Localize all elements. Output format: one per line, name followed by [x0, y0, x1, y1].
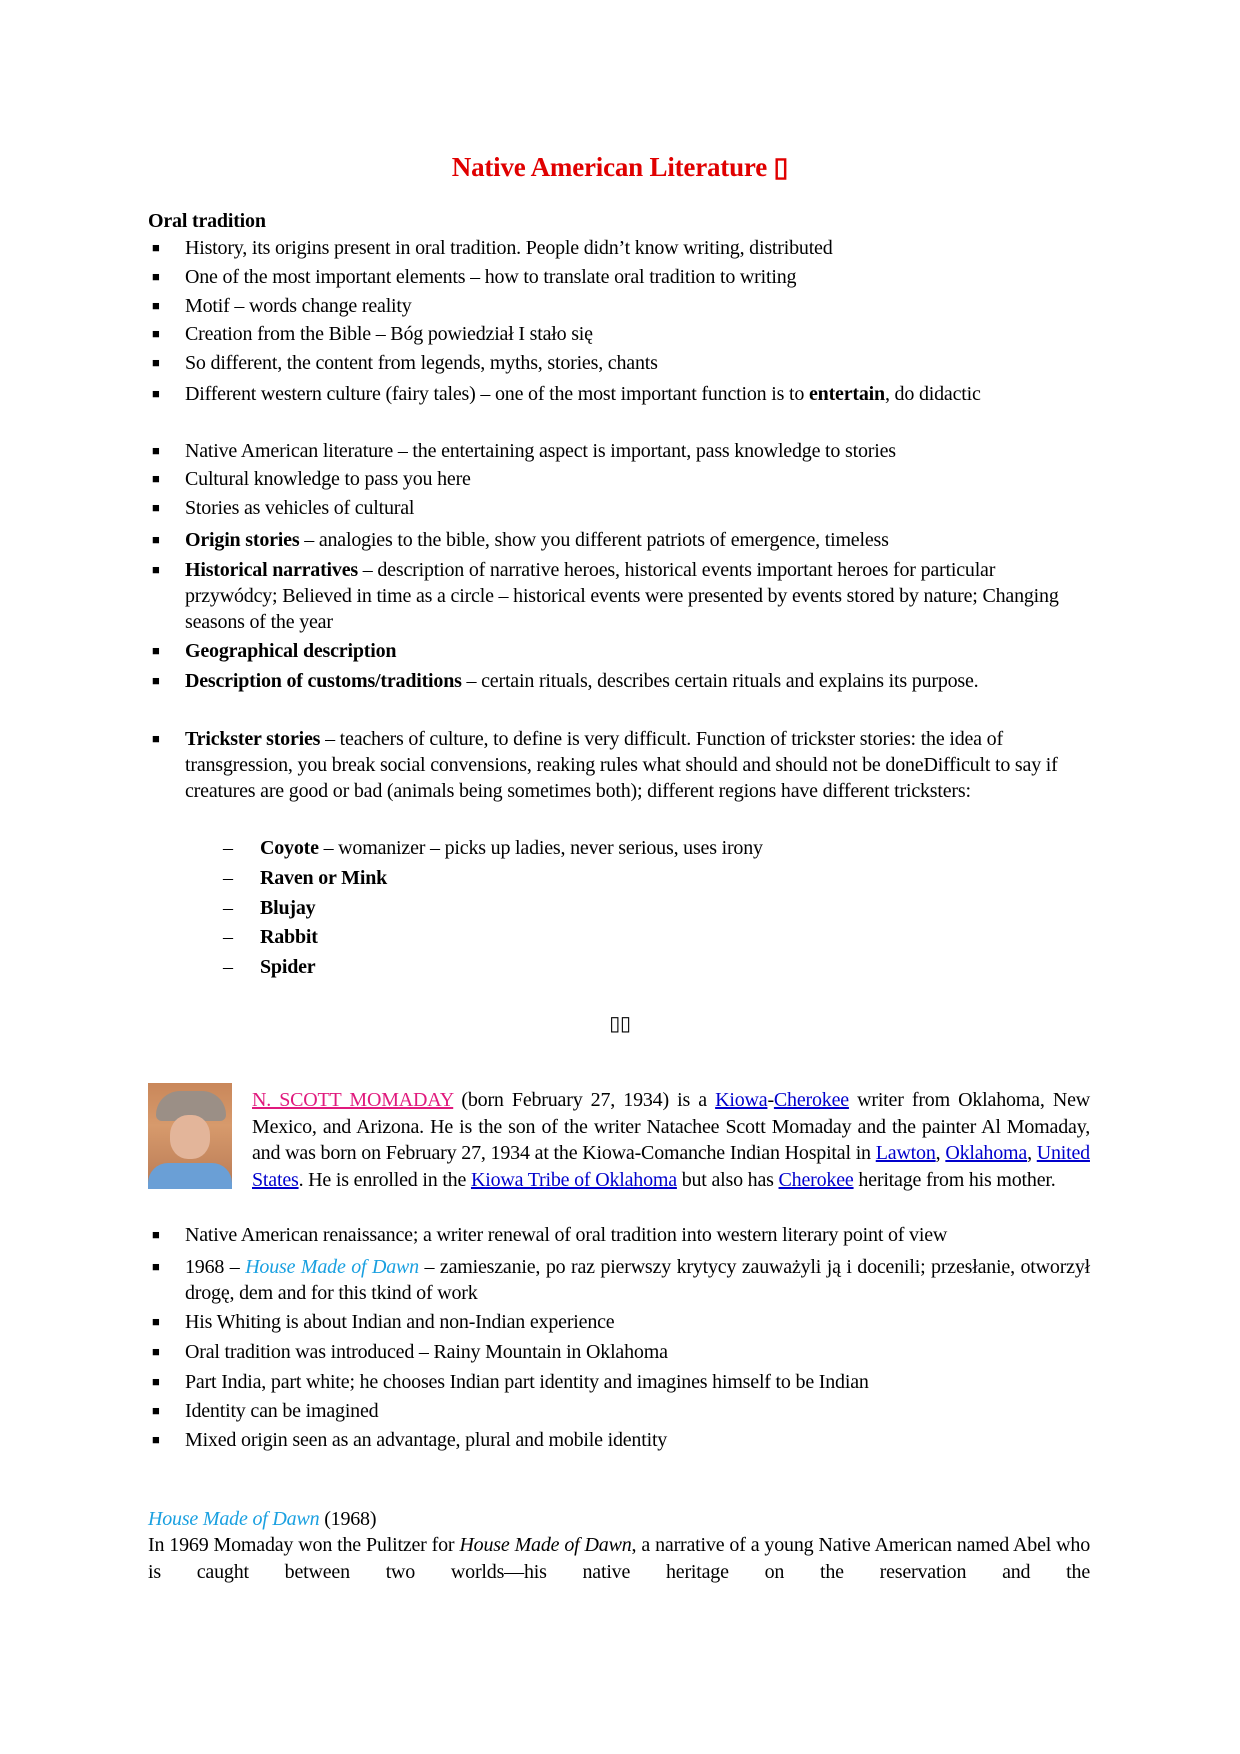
separator-glyph: ▯▯ [609, 1013, 631, 1035]
bullet-icon: ■ [152, 240, 160, 255]
dash-icon: – [223, 867, 233, 889]
bullet-icon: ■ [152, 673, 160, 688]
oklahoma-link[interactable]: Oklahoma [945, 1142, 1028, 1164]
trickster-item: – Blujay [223, 897, 316, 919]
book-title: House Made of Dawn [245, 1256, 419, 1278]
bullet-icon: ■ [152, 1344, 160, 1359]
author-photo [148, 1083, 232, 1189]
list-item: ■ Native American literature – the entertaining aspect is important, pass knowledge to stories [152, 440, 896, 462]
bullet-icon: ■ [152, 471, 160, 486]
section-heading-oral-tradition: Oral tradition [148, 210, 266, 232]
list-item: ■ Historical narratives – description of narrative heroes, historical events important heroes for particular przywódcy; Believed in time as a circle – historical events were presented by events stored by nature; Changing seasons of the year [152, 559, 1059, 633]
list-item: ■ Part India, part white; he chooses Indian part identity and imagines himself to be Indian [152, 1371, 869, 1393]
bullet-icon: ■ [152, 1403, 160, 1418]
list-item: ■ Trickster stories – teachers of culture, to define is very difficult. Function of trickster stories: the idea of transgression, you break social convensions, reaking rules what should and should not be doneDifficult to say if creatures are good or bad (animals being sometimes both); different regions have different tricksters: [152, 728, 1058, 802]
list-item: ■ Description of customs/traditions – certain rituals, describes certain rituals and explains its purpose. [152, 670, 979, 692]
bullet-icon: ■ [152, 500, 160, 515]
bullet-icon: ■ [152, 532, 160, 547]
list-item: ■ Different western culture (fairy tales) – one of the most important function is to entertain, do didactic [152, 383, 981, 405]
list-item: ■ Oral tradition was introduced – Rainy Mountain in Oklahoma [152, 1341, 668, 1363]
dash-icon: – [223, 956, 233, 978]
bullet-icon: ■ [152, 643, 160, 658]
list-item: ■ So different, the content from legends, myths, stories, chants [152, 352, 658, 374]
list-item: ■ Geographical description [152, 640, 397, 662]
dash-icon: – [223, 897, 233, 919]
kiowa-tribe-link[interactable]: Kiowa Tribe of Oklahoma [470, 1168, 677, 1191]
list-item: ■ Native American renaissance; a writer renewal of oral tradition into western literary point of view [152, 1224, 948, 1246]
bullet-icon: ■ [152, 355, 160, 370]
kiowa-link[interactable]: Kiowa [715, 1089, 768, 1111]
list-item: ■ Cultural knowledge to pass you here [152, 468, 471, 490]
author-name-link[interactable]: N. SCOTT MOMADAY [252, 1089, 454, 1111]
bullet-icon: ■ [152, 1432, 160, 1447]
list-item: ■ Stories as vehicles of cultural [152, 497, 415, 519]
trickster-item: – Rabbit [223, 926, 318, 948]
united-states-link[interactable]: United States [252, 1142, 1090, 1191]
bullet-icon: ■ [152, 562, 160, 577]
house-made-of-dawn-heading: House Made of Dawn (1968) [148, 1508, 377, 1530]
bullet-icon: ■ [152, 443, 160, 458]
list-item: ■ 1968 – House Made of Dawn – zamieszanie, po raz pierwszy krytycy zauważyli ją i docenili; przesłanie, otworzył drogę, dem and for this tkind of work [152, 1256, 1090, 1304]
bullet-icon: ■ [152, 386, 160, 401]
bullet-icon: ■ [152, 1259, 160, 1274]
bullet-icon: ■ [152, 1227, 160, 1242]
list-item: ■ One of the most important elements – how to translate oral tradition to writing [152, 266, 797, 288]
bullet-icon: ■ [152, 269, 160, 284]
list-item: ■ His Whiting is about Indian and non-Indian experience [152, 1311, 615, 1333]
bullet-icon: ■ [152, 731, 160, 746]
trickster-item: – Raven or Mink [223, 867, 388, 889]
list-item: ■ Mixed origin seen as an advantage, plural and mobile identity [152, 1429, 668, 1451]
list-item: ■ History, its origins present in oral tradition. People didn’t know writing, distributed [152, 237, 833, 259]
photo-shirt [148, 1163, 232, 1189]
list-item: ■ Identity can be imagined [152, 1400, 379, 1422]
cherokee-heritage-link[interactable]: Cherokee [778, 1168, 854, 1191]
lawton-link[interactable]: Lawton [875, 1142, 936, 1164]
list-item: ■ Motif – words change reality [152, 295, 412, 317]
momaday-bio: N. SCOTT MOMADAY (born February 27, 1934) is a Kiowa-Cherokee writer from Oklahoma, New Mexico, and Arizona. He is the son of the writer Natachee Scott Momaday and the painter Al Momaday, and was born on February 27, 1934 at the Kiowa-Comanche Indian Hospital in Lawton, Oklahoma, United States. He is enrolled in the Kiowa Tribe of Oklahoma but also has Cherokee heritage from his mother. [148, 1087, 1090, 1193]
dash-icon: – [223, 837, 233, 859]
list-item: ■ Creation from the Bible – Bóg powiedział I stało się [152, 323, 593, 345]
bullet-icon: ■ [152, 298, 160, 313]
photo-face [170, 1115, 210, 1159]
bullet-icon: ■ [152, 326, 160, 341]
list-item: ■ Origin stories – analogies to the bible, show you different patriots of emergence, timeless [152, 529, 889, 551]
cherokee-link[interactable]: Cherokee [773, 1089, 849, 1111]
bullet-icon: ■ [152, 1314, 160, 1329]
trickster-item: – Spider [223, 956, 316, 978]
bullet-icon: ■ [152, 1374, 160, 1389]
page-title: Native American Literature ▯ [451, 152, 789, 182]
house-made-of-dawn-paragraph: In 1969 Momaday won the Pulitzer for House Made of Dawn, a narrative of a young Native American named Abel who is caught between two worlds—his native heritage on the reservation and the [148, 1534, 1090, 1583]
trickster-item: – Coyote – womanizer – picks up ladies, never serious, uses irony [223, 837, 763, 859]
dash-icon: – [223, 926, 233, 948]
